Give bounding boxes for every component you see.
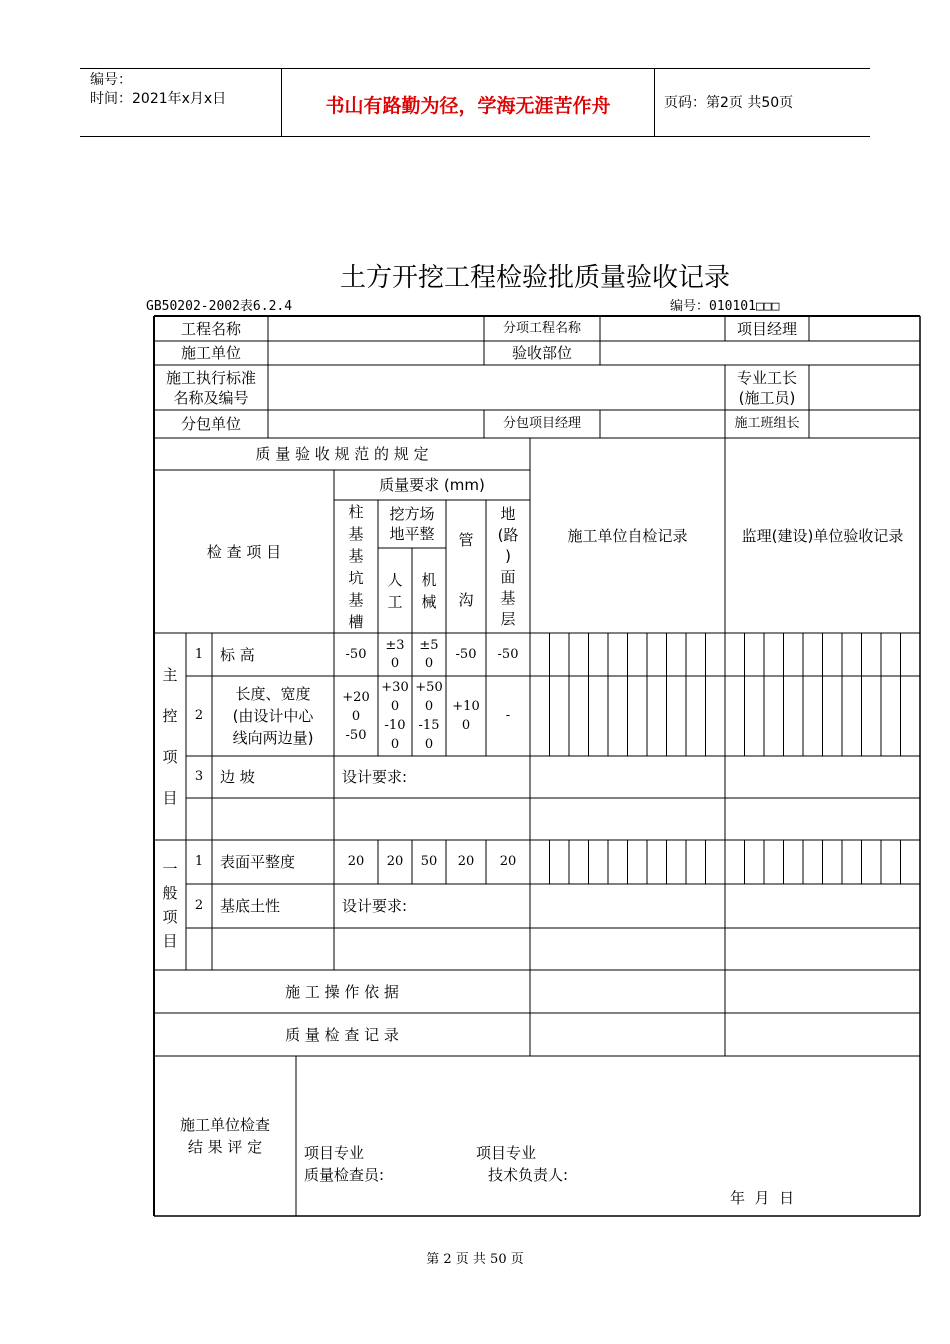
field-standard[interactable]: [268, 365, 725, 410]
sign-tech-lead-line2: 技术负责人:: [488, 1166, 569, 1184]
field-project-name[interactable]: [268, 316, 484, 341]
item-name: 标 高: [220, 645, 255, 664]
group-char: 目: [162, 788, 178, 807]
item-value: ±3 0: [385, 637, 405, 671]
label-standard-line1: 施工执行标准: [165, 368, 256, 387]
col-header-road: 地 (路 ) 面 基 层: [497, 504, 519, 628]
col-header-site: 挖方场 地平整: [389, 505, 435, 543]
col-header-pit: [334, 500, 378, 633]
col-header-pipe-1: 管: [458, 531, 474, 549]
label-construction-unit: 施工单位: [180, 344, 241, 362]
label-subcontractor: 分包单位: [180, 415, 241, 433]
sign-quality-inspector-line2: 质量检查员:: [304, 1166, 385, 1184]
label-acceptance-part: 验收部位: [511, 344, 572, 362]
evaluation-label-line1: 施工单位检查: [179, 1116, 270, 1134]
item-no: 2: [194, 898, 204, 913]
group-char: 目: [162, 932, 178, 950]
label-sub-manager: 分包项目经理: [502, 416, 581, 431]
item-value: 20: [386, 854, 404, 869]
group-main-control: [154, 633, 186, 840]
sign-tech-lead-line1: 项目专业: [476, 1144, 537, 1162]
item-value: +20 0 -50: [342, 689, 370, 743]
group-char: 主: [162, 665, 178, 684]
group-general: [154, 840, 186, 970]
item-name: 边 坡: [220, 768, 255, 786]
item-name: 长度、宽度 (由设计中心 线向两边量): [232, 685, 314, 747]
item-value: -50: [497, 646, 519, 662]
col-header-pipe-2: 沟: [458, 591, 474, 609]
evaluation-label: [154, 1056, 296, 1216]
label-foreman-line2: (施工员): [738, 388, 796, 407]
item-value: -50: [455, 646, 477, 662]
document-number: 编号：010101□□□: [670, 299, 780, 314]
item-value: +10 0: [452, 699, 480, 733]
header-motto: 书山有路勤为径，学海无涯苦作舟: [325, 95, 611, 117]
col-header-pit-char: 基: [348, 524, 364, 543]
document-title: 土方开挖工程检验批质量验收记录: [339, 263, 730, 293]
col-header-pit-char: 坑: [348, 568, 364, 587]
group-char: 项: [162, 747, 178, 766]
field-subcontractor[interactable]: [268, 410, 484, 438]
item-design-requirement[interactable]: 设计要求:: [342, 768, 408, 786]
field-sub-manager[interactable]: [600, 410, 725, 438]
item-no: 1: [194, 854, 204, 869]
header-time: 时间：2021年x月x日: [90, 91, 227, 107]
label-project-name: 工程名称: [180, 319, 241, 338]
item-value: 20: [347, 854, 365, 869]
item-no: 1: [194, 646, 204, 662]
header-page-info: 页码：第2页 共50页: [664, 95, 794, 111]
item-value: 50: [420, 854, 438, 869]
evaluation-label-line2: 结 果 评 定: [187, 1138, 263, 1156]
label-foreman-line1: 专业工长: [736, 368, 797, 387]
item-name: 基底土性: [220, 897, 281, 915]
field-sub-project[interactable]: [600, 316, 725, 341]
quality-record-label: 质 量 检 查 记 录: [285, 1025, 399, 1044]
field-construction-unit[interactable]: [268, 341, 484, 365]
item-value: 20: [499, 854, 517, 869]
item-name: 表面平整度: [220, 853, 296, 871]
field-project-manager[interactable]: [809, 316, 920, 341]
self-check-header: 施工单位自检记录: [567, 526, 688, 545]
group-char: 一: [162, 860, 178, 878]
header-number: 编号：: [90, 72, 132, 88]
item-no: 3: [194, 769, 204, 784]
quality-record-field[interactable]: [530, 1013, 920, 1056]
label-foreman: [725, 365, 809, 410]
item-no: 2: [194, 708, 204, 723]
label-standard-line2: 名称及编号: [173, 388, 249, 407]
label-team-leader: 施工班组长: [734, 416, 800, 431]
spec-header: 质 量 验 收 规 范 的 规 定: [255, 445, 429, 463]
quality-requirement-header: 质量要求 (mm): [379, 476, 485, 494]
label-sub-project: 分项工程名称: [502, 320, 581, 336]
sign-date: 年 月 日: [730, 1189, 795, 1207]
field-acceptance-part[interactable]: [600, 341, 920, 365]
field-foreman[interactable]: [809, 365, 920, 410]
col-header-pit-char: 槽: [348, 612, 364, 631]
field-team-leader[interactable]: [809, 410, 920, 438]
item-value: +30 0 -10 0: [381, 680, 409, 752]
col-header-pit-char: 柱: [348, 502, 364, 521]
construction-basis-label: 施 工 操 作 依 据: [285, 982, 399, 1001]
check-item-header: 检 查 项 目: [206, 542, 282, 561]
item-value: +50 0 -15 0: [415, 680, 443, 752]
group-char: 项: [162, 908, 178, 926]
group-char: 般: [162, 884, 178, 902]
item-value: -: [505, 708, 511, 723]
page-footer: 第 2 页 共 50 页: [426, 1252, 524, 1267]
sign-quality-inspector-line1: 项目专业: [304, 1144, 365, 1162]
label-standard: [154, 365, 268, 410]
col-header-pit-char: 基: [348, 590, 364, 609]
construction-basis-field[interactable]: [530, 970, 920, 1013]
item-value: ±5 0: [419, 637, 439, 671]
item-value: -50: [345, 646, 367, 662]
group-char: 控: [162, 706, 178, 725]
item-design-requirement[interactable]: 设计要求:: [342, 897, 408, 915]
item-value: 20: [457, 854, 475, 869]
label-project-manager: 项目经理: [736, 319, 797, 338]
col-header-manual: 人 工: [387, 570, 403, 611]
supervisor-record-header: 监理(建设)单位验收记录: [741, 526, 904, 545]
col-header-machine: 机 械: [421, 570, 437, 611]
standard-code: GB50202-2002表6.2.4: [146, 299, 293, 314]
col-header-pit-char: 基: [348, 546, 364, 565]
